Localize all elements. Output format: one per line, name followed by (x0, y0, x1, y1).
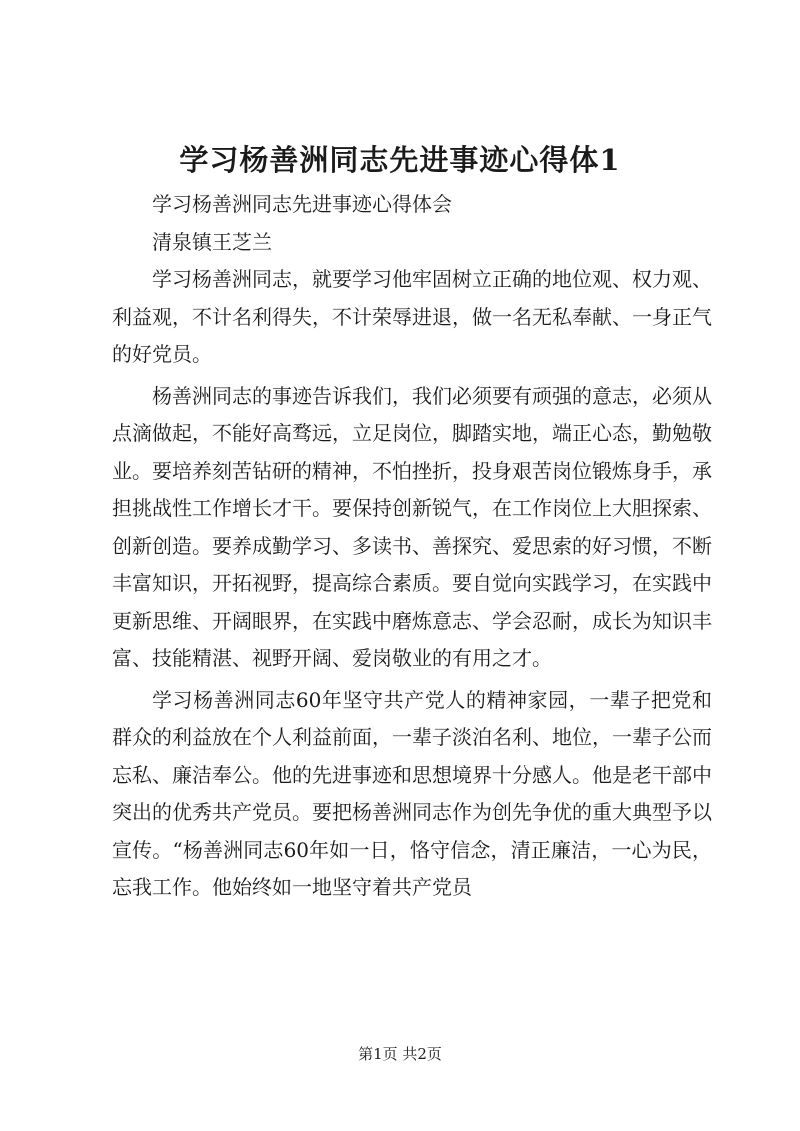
document-author: 清泉镇王芝兰 (152, 229, 272, 254)
page-footer: 第1页 共2页 (358, 1045, 442, 1063)
paragraph: 杨善洲同志的事迹告诉我们，我们必须要有顽强的意志，必须从点滴做起，不能好高骛远，立足岗位，脚踏实地，端正心态，勤勉敬业。要培养刻苦钻研的精神，不怕挫折，投身艰苦岗位锻炼身手，承担挑战性工作增长才干。要保持创新锐气，在工作岗位上大胆探索、创新创造。要养成勤学习、多读书、善探究、爱思索的好习惯，不断丰富知识，开拓视野，提高综合素质。要自觉向实践学习，在实践中更新思维、开阔眼界，在实践中磨炼意志、学会忍耐，成长为知识丰富、技能精湛、视野开阔、爱岗敬业的有用之才。 (112, 383, 712, 670)
paragraph: 学习杨善洲同志，就要学习他牢固树立正确的地位观、权力观、利益观，不计名利得失，不计荣辱进退，做一名无私奉献、一身正气的好党员。 (112, 267, 712, 366)
paragraph: 学习杨善洲同志60年坚守共产党人的精神家园，一辈子把党和群众的利益放在个人利益前面，一辈子淡泊名利、地位，一辈子公而忘私、廉洁奉公。他的先进事迹和思想境界十分感人。他是老干部中突出的优秀共产党员。要把杨善洲同志作为创先争优的重大典型予以宣传。“杨善洲同志60年如一日，恪守信念，清正廉洁，一心为民，忘我工作。他始终如一地坚守着共产党员 (112, 687, 712, 899)
document-title: 学习杨善洲同志先进事迹心得体1 (179, 143, 621, 177)
document-subtitle: 学习杨善洲同志先进事迹心得体会 (152, 192, 452, 216)
document-body (112, 186, 712, 907)
